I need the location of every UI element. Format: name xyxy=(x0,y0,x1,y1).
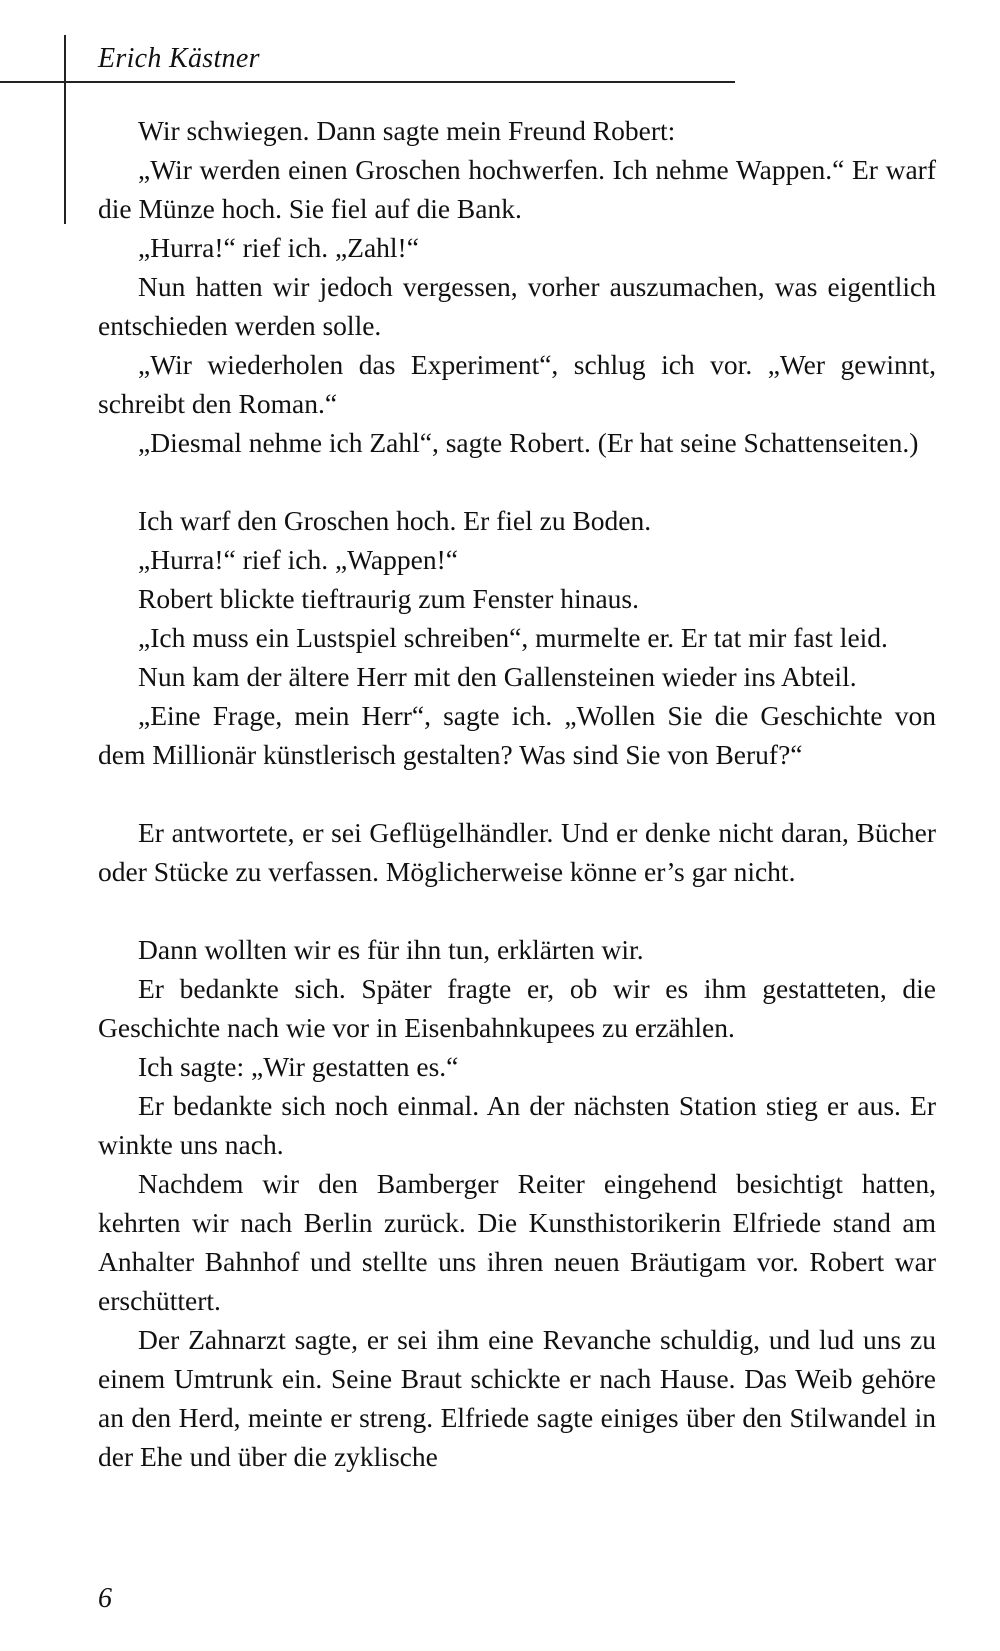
paragraph: Der Zahnarzt sagte, er sei ihm eine Revanche schuldig, und lud uns zu einem Umtrunk ein. Seine Braut schickte er nach Hause. Das Weib gehöre an den Herd, meinte er streng. Elfriede sagte einiges über den Stilwandel in der Ehe und über die zyklische xyxy=(98,1324,936,1472)
paragraph: „Diesmal nehme ich Zahl“, sagte Robert. (Er hat seine Schattenseiten.) xyxy=(138,427,919,458)
paragraph: Ich sagte: „Wir gestatten es.“ xyxy=(138,1051,459,1082)
paragraph: Nun kam der ältere Herr mit den Gallensteinen wieder ins Abteil. xyxy=(138,661,857,692)
paragraph: „Wir wiederholen das Experiment“, schlug ich vor. „Wer gewinnt, schreibt den Roman.“ xyxy=(98,349,936,419)
paragraph: Wir schwiegen. Dann sagte mein Freund Robert: xyxy=(138,115,676,146)
paragraph: Nachdem wir den Bamberger Reiter eingehend besichtigt hatten, kehrten wir nach Berlin zurück. Die Kunsthistorikerin Elfriede stand am Anhalter Bahnhof und stellte uns ihren neuen Bräutigam vor. Robert war erschüttert. xyxy=(98,1168,936,1316)
page-number: 6 xyxy=(98,1583,112,1614)
paragraph: Nun hatten wir jedoch vergessen, vorher auszumachen, was eigentlich entschieden werden solle. xyxy=(98,271,936,341)
paragraph: Ich warf den Groschen hoch. Er fiel zu Boden. xyxy=(138,505,652,536)
header-rule xyxy=(0,81,735,83)
paragraph: Er antwortete, er sei Geflügelhändler. Und er denke nicht daran, Bücher oder Stücke zu verfassen. Möglicherweise könne er’s gar nicht. xyxy=(98,817,936,887)
paragraph: „Hurra!“ rief ich. „Zahl!“ xyxy=(138,232,419,263)
margin-rule xyxy=(64,35,66,224)
paragraph: Dann wollten wir es für ihn tun, erklärten wir. xyxy=(138,934,644,965)
paragraph: „Ich muss ein Lustspiel schreiben“, murmelte er. Er tat mir fast leid. xyxy=(138,622,888,653)
body-text xyxy=(98,111,936,1476)
paragraph: Er bedankte sich noch einmal. An der nächsten Station stieg er aus. Er winkte uns nach. xyxy=(98,1090,936,1160)
running-head: Erich Kästner xyxy=(98,43,260,74)
paragraph: „Wir werden einen Groschen hochwerfen. Ich nehme Wappen.“ Er warf die Münze hoch. Sie fiel auf die Bank. xyxy=(98,154,936,224)
paragraph: Robert blickte tieftraurig zum Fenster hinaus. xyxy=(138,583,639,614)
paragraph: Er bedankte sich. Später fragte er, ob wir es ihm gestatteten, die Geschichte nach wie vor in Eisenbahnkupees zu erzählen. xyxy=(98,973,936,1043)
paragraph: „Eine Frage, mein Herr“, sagte ich. „Wollen Sie die Geschichte von dem Millionär künstlerisch gestalten? Was sind Sie von Beruf?“ xyxy=(98,700,936,770)
paragraph: „Hurra!“ rief ich. „Wappen!“ xyxy=(138,544,458,575)
